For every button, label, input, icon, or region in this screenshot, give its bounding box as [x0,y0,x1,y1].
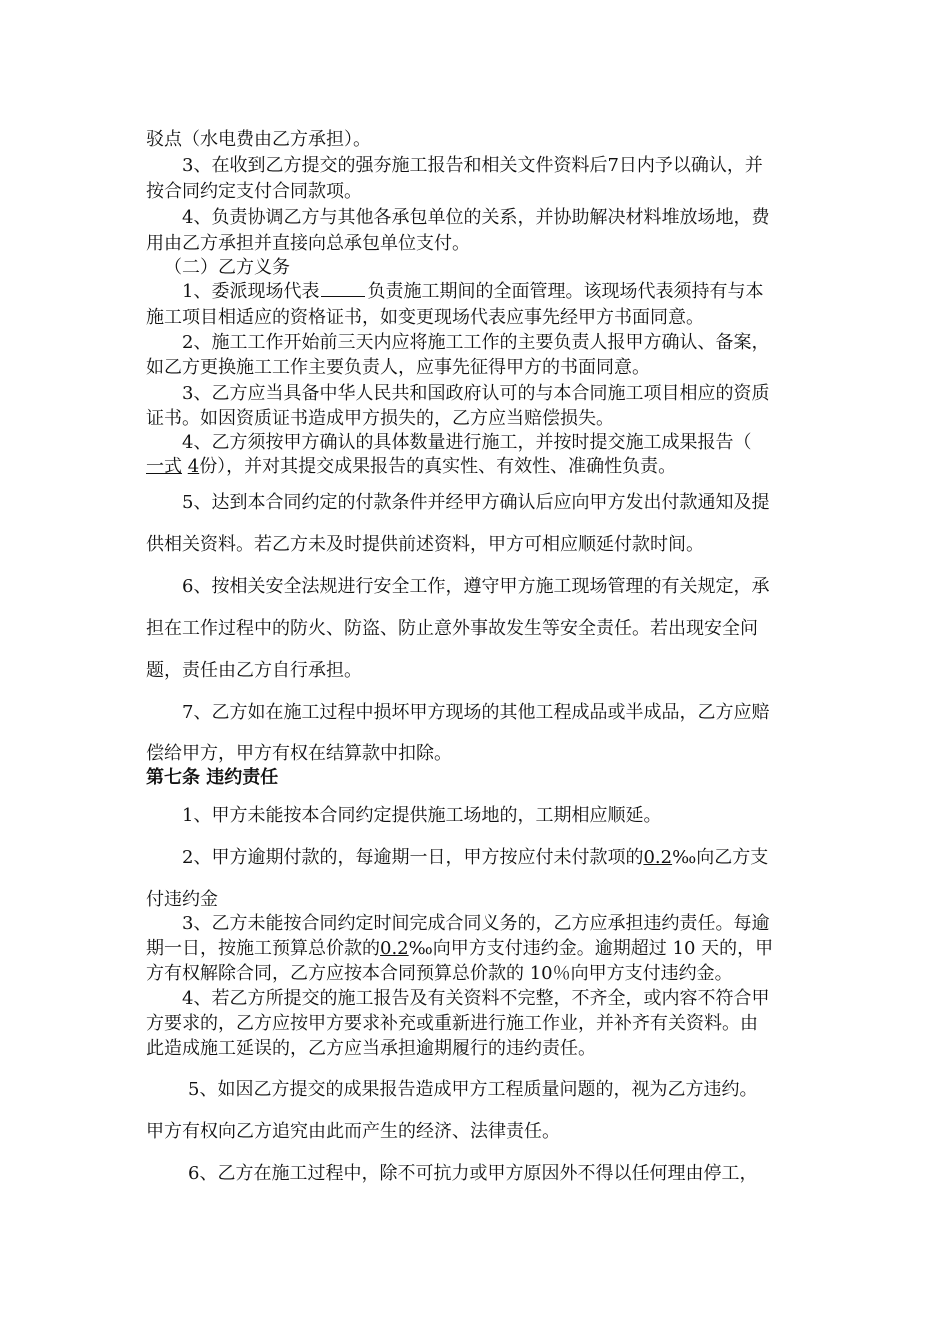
text-line: 1、甲方未能按本合同约定提供施工场地的，工期相应顺延。 [182,805,662,826]
text-line: 7、乙方如在施工过程中损坏甲方现场的其他工程成品或半成品，乙方应赔 [182,702,770,723]
text-line: 用由乙方承担并直接向总承包单位支付。 [146,233,470,254]
text-line: 付违约金 [146,889,218,910]
text-line: 驳点（水电费由乙方承担）。 [146,129,371,150]
text-segment: ‰向乙方支 [672,847,769,868]
text-line: 担在工作过程中的防火、防盗、防止意外事故发生等安全责任。若出现安全问 [146,618,758,639]
text-line [146,455,806,479]
text-line: 施工项目相适应的资格证书，如变更现场代表应事先经甲方书面同意。 [146,307,704,328]
text-line: 供相关资料。若乙方未及时提供前述资料，甲方可相应顺延付款时间。 [146,534,704,555]
section-heading: （二）乙方义务 [164,257,290,278]
article-heading: 第七条 违约责任 [146,767,279,788]
text-segment: 2、甲方逾期付款的，每逾期一日，甲方按应付未付款项的 [182,847,644,868]
text-line: 方要求的，乙方应按甲方要求补充或重新进行施工作业，并补齐有关资料。由 [146,1013,758,1034]
text-line [182,280,842,304]
text-segment: 份），并对其提交成果报告的真实性、有效性、准确性负责。 [199,456,677,477]
text-segment: 期一日，按施工预算总价款的 [146,938,380,959]
underlined-number: 0.2 [380,938,409,959]
text-line: 5、如因乙方提交的成果报告造成甲方工程质量问题的，视为乙方违约。 [188,1079,758,1100]
text-line [146,937,806,961]
underlined-number: 0.2 [643,847,673,868]
text-line: 题，责任由乙方自行承担。 [146,660,362,681]
underlined-text: 一式 [146,456,182,477]
text-line: 4、乙方须按甲方确认的具体数量进行施工，并按时提交施工成果报告（ [182,432,752,453]
text-line: 甲方有权向乙方追究由此而产生的经济、法律责任。 [146,1121,560,1142]
text-line: 方有权解除合同，乙方应按本合同预算总价款的 10％向甲方支付违约金。 [146,963,733,984]
text-line: 2、施工工作开始前三天内应将施工工作的主要负责人报甲方确认、备案， [182,332,770,353]
text-line: 此造成施工延误的，乙方应当承担逾期履行的违约责任。 [146,1038,596,1059]
text-line: 3、乙方未能按合同约定时间完成合同义务的，乙方应承担违约责任。每逾 [182,913,770,934]
underlined-number: 4 [187,456,200,477]
text-segment: ‰向甲方支付违约金。逾期超过 10 天的，甲 [408,938,774,959]
text-line: 3、乙方应当具备中华人民共和国政府认可的与本合同施工项目相应的资质 [182,383,770,404]
blank-field [321,282,365,297]
text-line: 6、乙方在施工过程中，除不可抗力或甲方原因外不得以任何理由停工， [188,1163,758,1184]
text-line: 3、在收到乙方提交的强夯施工报告和相关文件资料后7日内予以确认，并 [182,155,763,176]
text-segment: 1、委派现场代表 [182,281,320,302]
text-line: 5、达到本合同约定的付款条件并经甲方确认后应向甲方发出付款通知及提 [182,492,770,513]
text-line: 6、按相关安全法规进行安全工作，遵守甲方施工现场管理的有关规定，承 [182,576,770,597]
text-line: 偿给甲方，甲方有权在结算款中扣除。 [146,743,452,764]
text-line: 4、若乙方所提交的施工报告及有关资料不完整，不齐全，或内容不符合甲 [182,988,770,1009]
text-line: 如乙方更换施工工作主要负责人，应事先征得甲方的书面同意。 [146,357,650,378]
text-line: 证书。如因资质证书造成甲方损失的，乙方应当赔偿损失。 [146,408,614,429]
text-segment: 负责施工期间的全面管理。该现场代表须持有与本 [367,281,764,302]
text-line [182,846,842,870]
text-line: 按合同约定支付合同款项。 [146,181,362,202]
text-line: 4、负责协调乙方与其他各承包单位的关系，并协助解决材料堆放场地，费 [182,207,770,228]
